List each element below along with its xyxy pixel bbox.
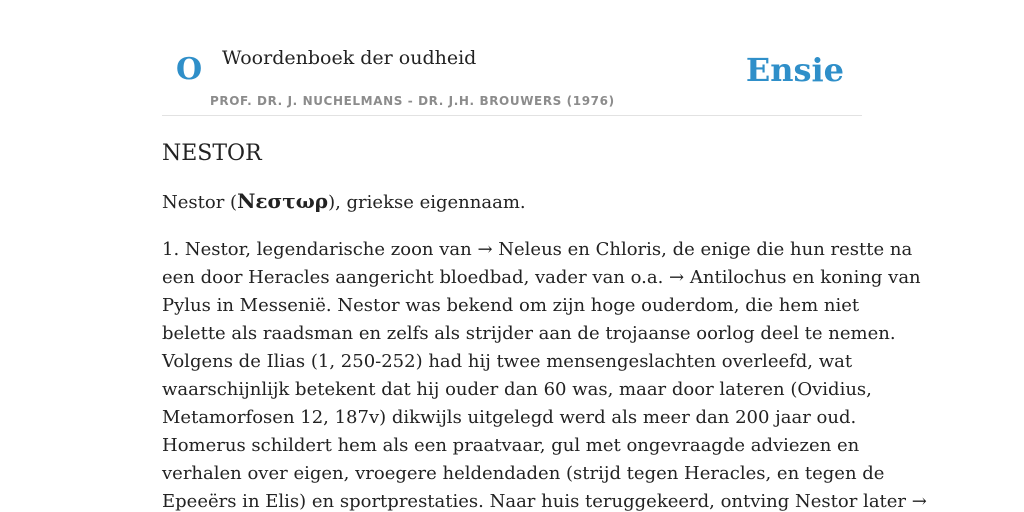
entry-lead [162,187,862,217]
body-text-segment: Pylus in Messenië. Nestor was bekend om zijn hoge ouderdom, die hem niet [162,295,860,316]
body-text-segment: Antilochus en koning van [684,267,921,288]
entry-body [162,236,927,512]
index-letter[interactable]: O [176,52,203,87]
body-text-segment: Epeeërs in Elis) en sportprestaties. Naar huis teruggekeerd, ontving Nestor later [162,491,912,512]
body-text-segment: verhalen over eigen, vroegere heldendaden (strijd tegen Heracles, en tegen de [162,463,885,484]
body-text-segment: 1. Nestor, legendarische zoon van [162,239,478,260]
body-text-segment: Metamorfosen 12, 187v) dikwijls uitgelegd werd als meer dan 200 jaar oud. [162,407,857,428]
lead-text-after: ), griekse eigennaam. [328,192,526,213]
book-authors: PROF. DR. J. NUCHELMANS - DR. J.H. BROUWERS (1976) [210,94,615,108]
body-text-segment: Homerus schildert hem als een praatvaar, gul met ongevraagde adviezen en [162,435,860,456]
header [162,28,862,116]
body-text-segment: Neleus en Chloris, de enige die hun restte na [492,239,913,260]
body-line [162,376,872,404]
body-text-segment: Volgens de Ilias (1, 250-252) had hij twee mensengeslachten overleefd, wat [162,351,853,372]
cross-reference-arrow-link[interactable]: → [669,267,685,288]
cross-reference-arrow-link[interactable]: → [911,491,927,512]
body-line [162,292,862,320]
body-line [162,236,913,264]
body-line [162,432,862,460]
body-line [162,264,921,292]
body-text-segment: waarschijnlijk betekent dat hij ouder dan 60 was, maar door lateren (Ovidius, [162,379,872,400]
greek-name: Νεστωρ [237,189,329,213]
body-text-segment: belette als raadsman en zelfs als strijder aan de trojaanse oorlog deel te nemen. [162,323,896,344]
book-title[interactable]: Woordenboek der oudheid [222,47,477,69]
lead-text-before: Nestor ( [162,192,238,213]
cross-reference-arrow-link[interactable]: → [477,239,493,260]
body-line [162,404,862,432]
body-line [162,348,862,376]
entry-content [162,138,927,512]
body-line [162,320,896,348]
body-line [162,460,885,488]
body-line [162,488,927,512]
entry-title: NESTOR [162,141,262,166]
ensie-logo-link[interactable]: Ensie [745,51,844,89]
body-text-segment: een door Heracles aangericht bloedbad, vader van o.a. [162,267,670,288]
